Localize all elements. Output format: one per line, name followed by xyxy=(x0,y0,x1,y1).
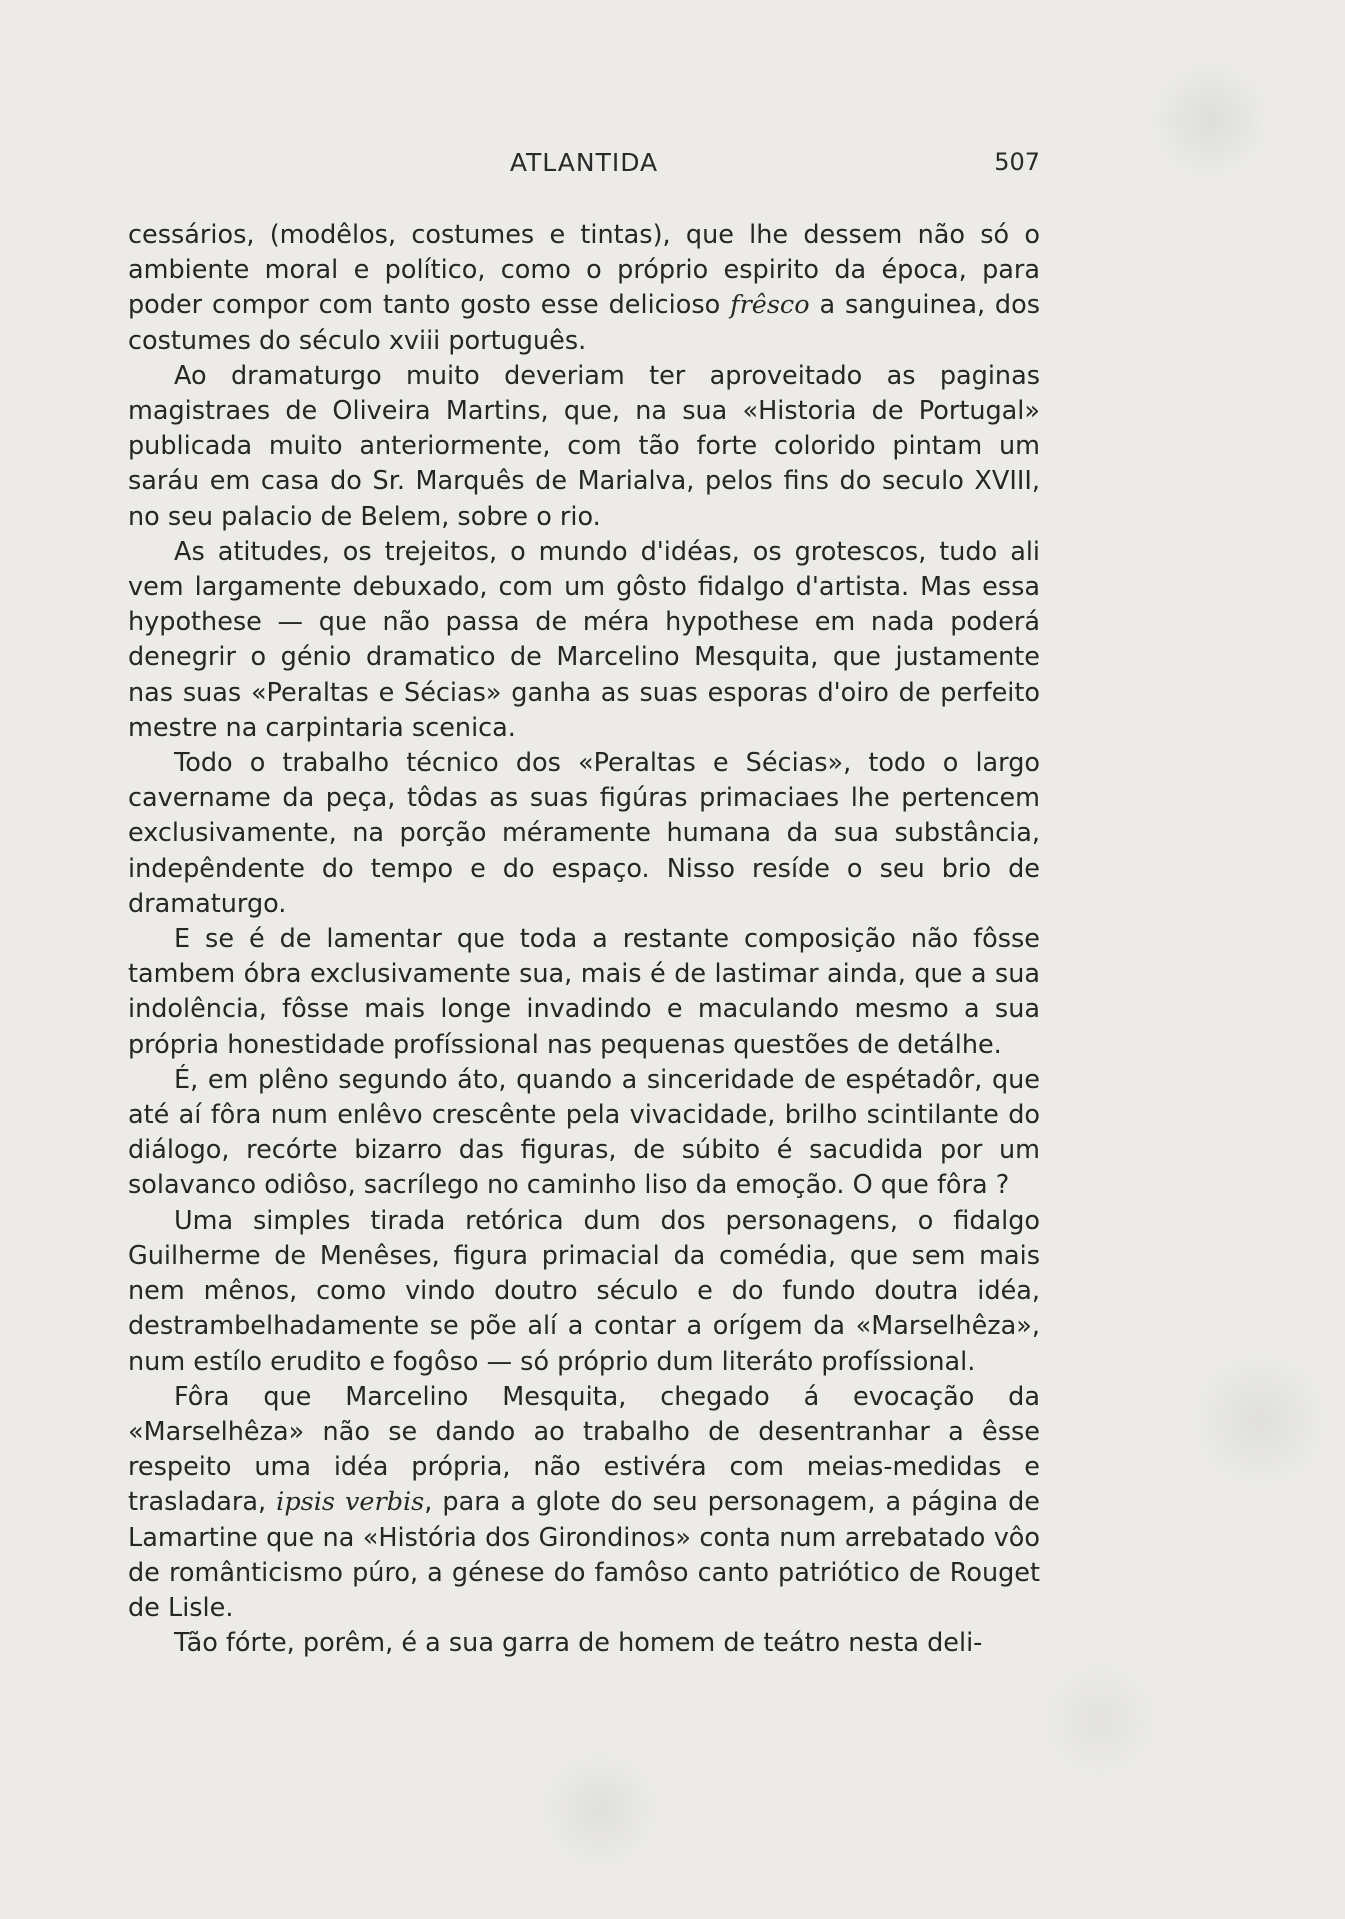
text-segment: Todo o trabalho técnico dos «Peraltas e Sécias», todo o largo cavername da peça, tôdas as suas figúras primaciaes lhe pertencem exclusivamente, na porção méramente humana da sua substância, indepêndente do tempo e do espaço. Nisso resíde o seu brio de dramaturgo. xyxy=(128,748,1040,919)
paragraph xyxy=(128,359,1040,535)
text-segment: E se é de lamentar que toda a restante composição não fôsse tambem óbra exclusivamente sua, mais é de lastimar ainda, que a sua indolência, fôsse mais longe invadindo e maculando mesmo a sua própria honestidade profíssional nas pequenas questões de detálhe. xyxy=(128,924,1040,1060)
text-segment: É, em plêno segundo áto, quando a sinceridade de espétadôr, que até aí fôra num enlêvo crescênte pela vivacidade, brilho scintilante do diálogo, recórte bizarro das figuras, de súbito é sacudida por um solavanco odiôso, sacrílego no caminho liso da emoção. O que fôra ? xyxy=(128,1064,1040,1201)
body-text xyxy=(128,218,1040,1661)
paragraph xyxy=(128,746,1040,922)
paragraph xyxy=(128,1380,1040,1626)
paragraph xyxy=(128,1204,1040,1380)
running-head xyxy=(128,148,1040,188)
text-segment: As atitudes, os trejeitos, o mundo d'idéas, os grotescos, tudo ali vem largamente debuxado, com um gôsto fidalgo d'artista. Mas essa hypothese — que não passa de méra hypothese em nada poderá denegrir o génio dramatico de Marcelino Mesquita, que justamente nas suas «Peraltas e Sécias» ganha as suas esporas d'oiro de perfeito mestre na carpintaria scenica. xyxy=(128,536,1040,743)
paragraph xyxy=(128,218,1040,359)
text-segment: , para a glote do seu personagem, a página de Lamartine que na «História dos Girondinos» conta num arrebatado vôo de românticismo púro, a génese do famôso canto patriótico de Rouget de Lisle. xyxy=(128,1487,1040,1623)
italic-term: frêsco xyxy=(730,290,810,321)
text-segment: Fôra que Marcelino Mesquita, chegado á evocação da «Marselhêza» não se dando ao trabalho de desentranhar a êsse respeito uma idéa própria, não estivéra com meias-medidas e trasladara, xyxy=(128,1381,1040,1518)
paragraph xyxy=(128,1063,1040,1204)
text-segment: a sanguinea, dos costumes do século xviii português. xyxy=(128,290,1040,356)
paragraph xyxy=(128,535,1040,746)
text-segment: Ao dramaturgo muito deveriam ter aproveitado as paginas magistraes de Oliveira Martins, que, na sua «Historia de Portugal» publicada muito anteriormente, com tão forte colorido pintam um saráu em casa do Sr. Marquês de Marialva, pelos fins do seculo XVIII, no seu palacio de Belem, sobre o rio. xyxy=(128,360,1040,532)
text-segment: cessários, (modêlos, costumes e tintas), que lhe dessem não só o ambiente moral e político, como o próprio espirito da época, para poder compor com tanto gosto esse delicioso xyxy=(128,220,1040,321)
running-title: ATLANTIDA xyxy=(509,148,659,177)
page-number: 507 xyxy=(994,148,1040,176)
paragraph xyxy=(128,1626,1040,1661)
text-segment: Tão fórte, porêm, é a sua garra de homem de teátro nesta deli- xyxy=(174,1628,983,1659)
italic-term: ipsis verbis xyxy=(276,1487,425,1518)
text-segment: Uma simples tirada retórica dum dos personagens, o fidalgo Guilherme de Menêses, figura primacial da comédia, que sem mais nem mênos, como vindo doutro século e do fundo doutra idéa, destrambelhadamente se põe alí a contar a orígem da «Marselhêza», num estílo erudito e fogôso — só próprio dum literáto profíssional. xyxy=(128,1205,1040,1377)
paragraph xyxy=(128,922,1040,1063)
